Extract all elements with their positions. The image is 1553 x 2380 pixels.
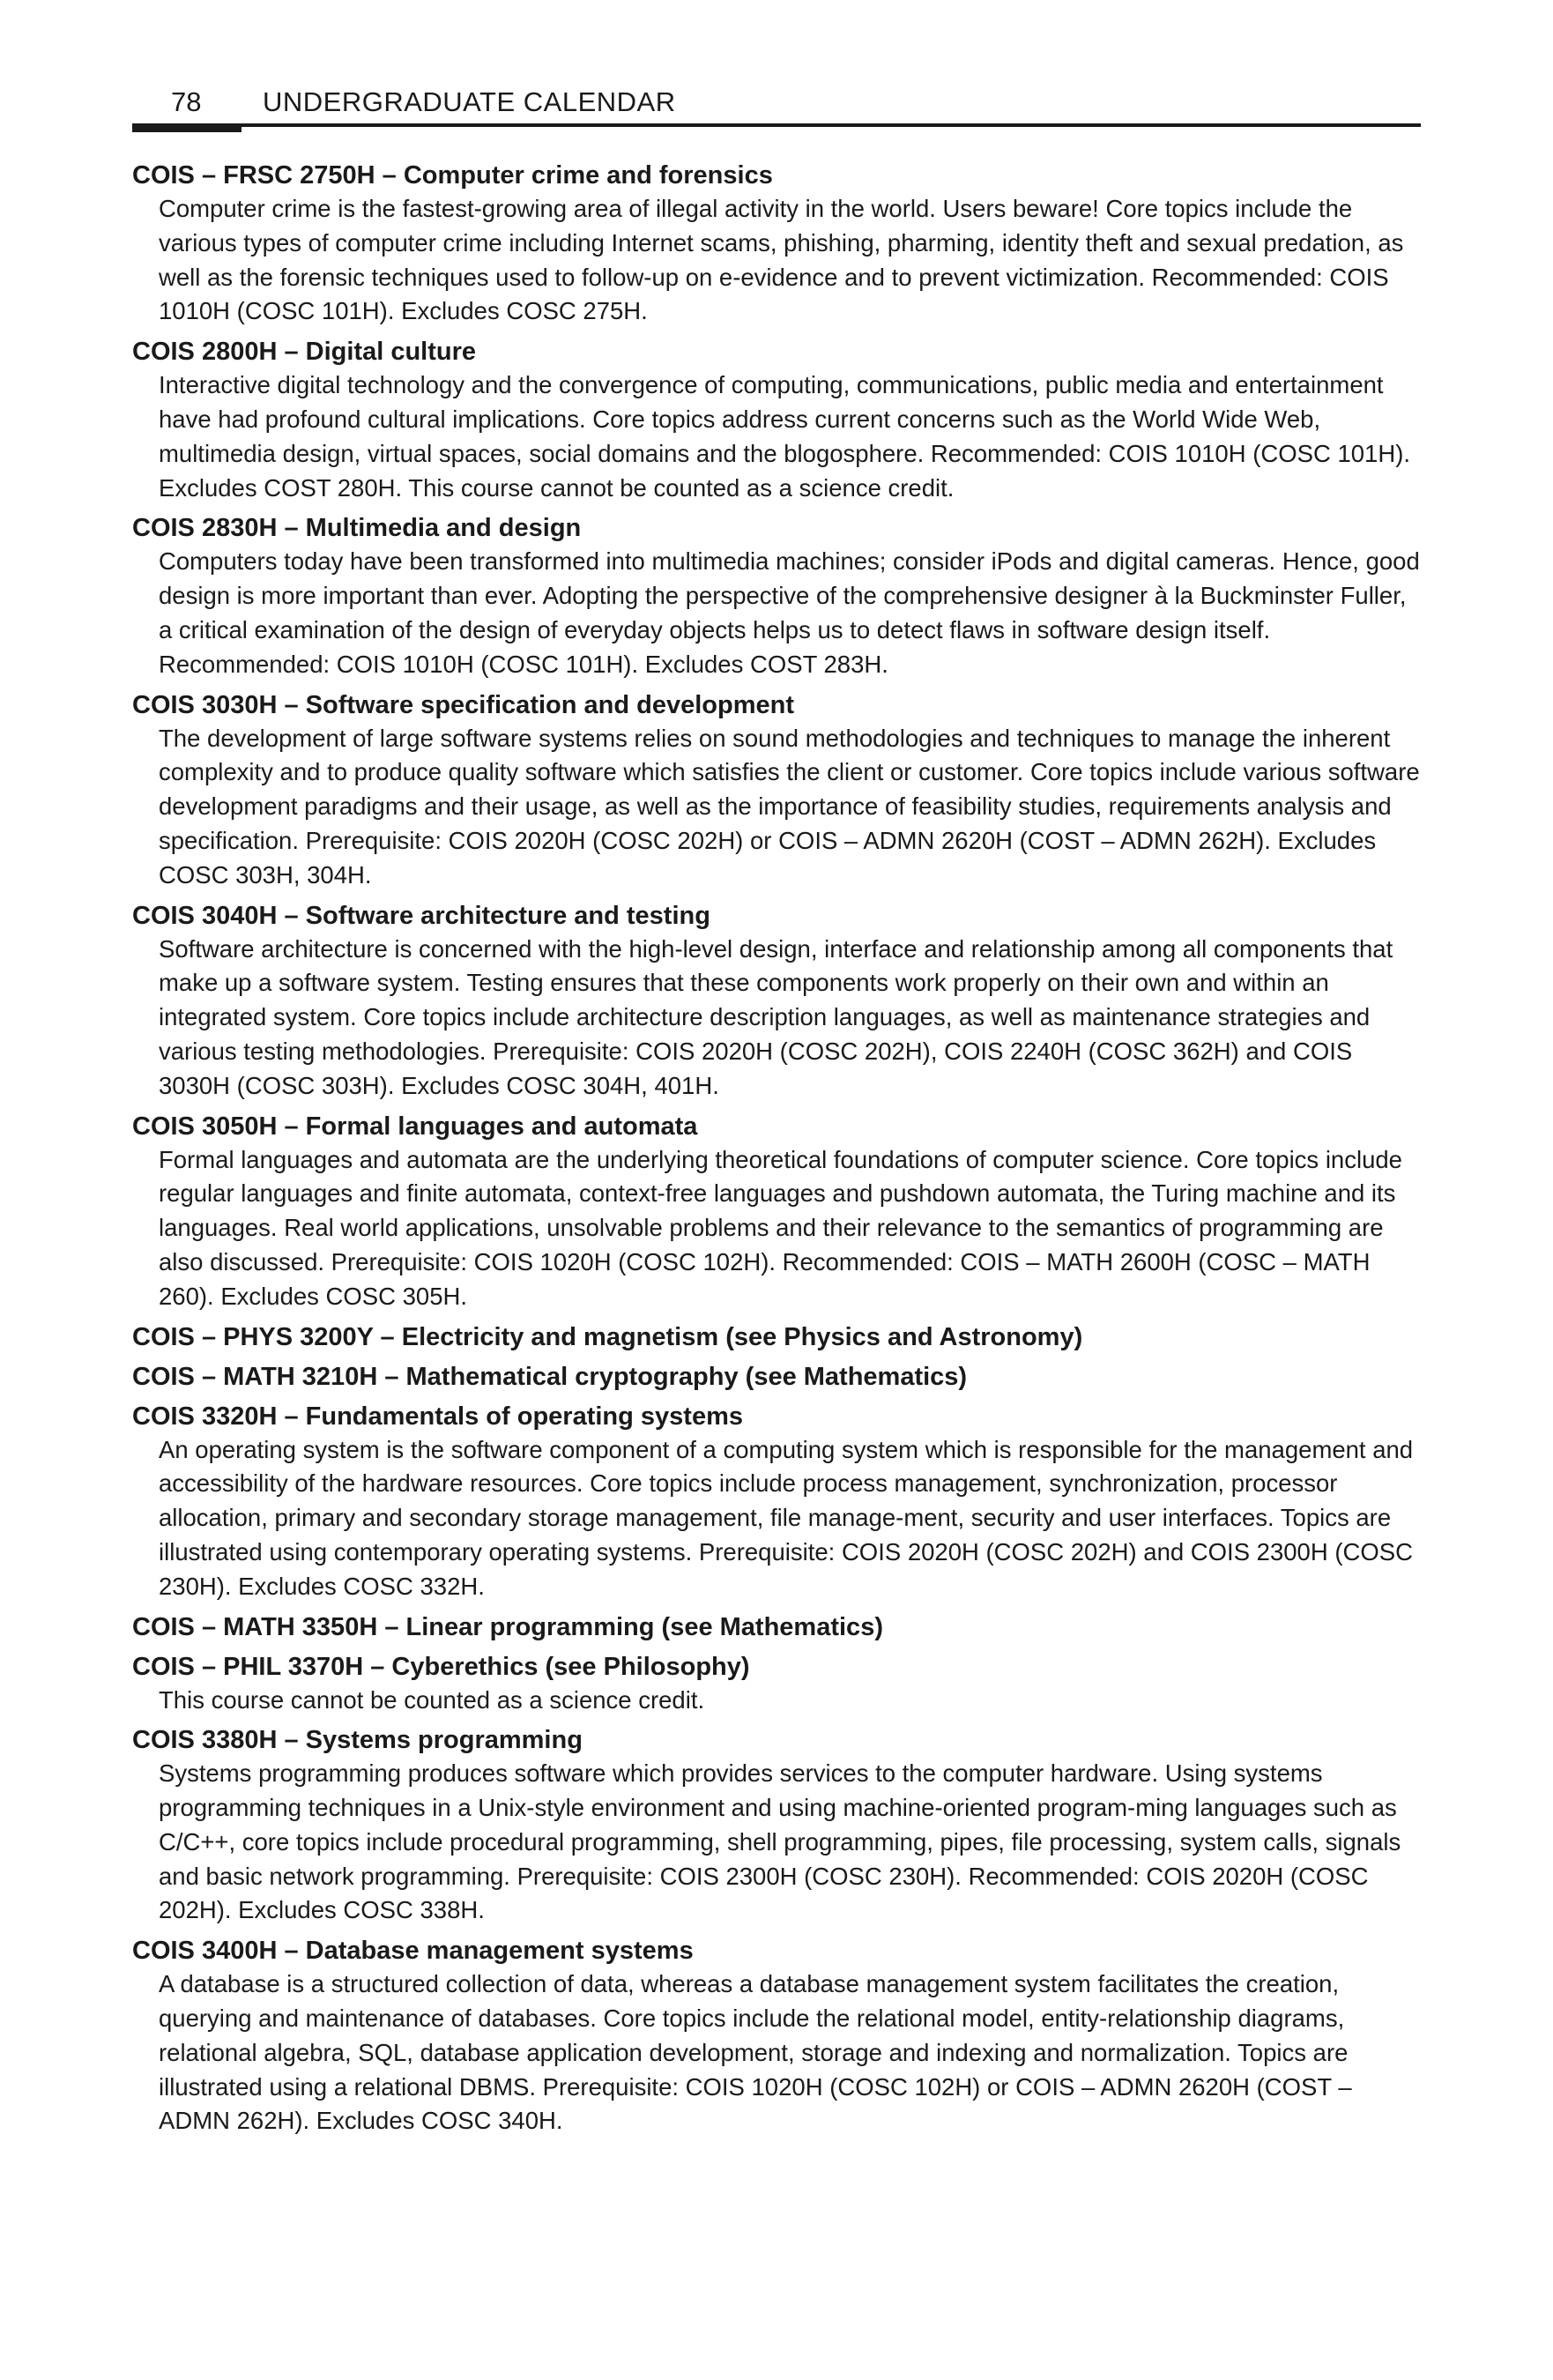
course-title: COIS 3320H – Fundamentals of operating systems xyxy=(132,1402,743,1431)
course-description: Software architecture is concerned with the high-level design, interface and relationship among all components that make up a software system. Testing ensures that these components work properly on their own and within an integrated system. Core topics include architecture description languages, as well as maintenance strategies and various testing methodologies. Prerequisite: COIS 2020H (COSC 202H), COIS 2240H (COSC 362H) and COIS 3030H (COSC 303H). Excludes COSC 304H, 401H. xyxy=(159,934,1393,1099)
course-title: COIS – PHYS 3200Y – Electricity and magnetism (see Physics and Astronomy) xyxy=(132,1322,1083,1351)
course-entry xyxy=(132,335,1421,505)
header-tab-marker xyxy=(132,123,241,132)
course-title: COIS 3400H – Database management systems xyxy=(132,1937,694,1966)
page-number: 78 xyxy=(171,86,202,117)
course-entry xyxy=(132,1650,1421,1718)
course-entry xyxy=(132,1110,1421,1314)
course-entry xyxy=(132,688,1421,893)
course-entry xyxy=(132,1723,1421,1928)
course-title: COIS – MATH 3210H – Mathematical cryptography (see Mathematics) xyxy=(132,1362,968,1391)
course-title: COIS – MATH 3350H – Linear programming (see Mathematics) xyxy=(132,1612,883,1641)
course-entry xyxy=(132,511,1421,681)
course-list xyxy=(132,159,1421,2145)
course-entry xyxy=(132,1934,1421,2138)
course-description: Interactive digital technology and the convergence of computing, communications, public media and entertainment have had profound cultural implications. Core topics address current concerns such as the World Wide Web, multimedia design, virtual spaces, social domains and the blogosphere. Recommended: COIS 1010H (COSC 101H). Excludes COST 280H. This course cannot be counted as a science credit. xyxy=(159,371,1411,502)
course-description: The development of large software systems relies on sound methodologies and techniques to manage the inherent complexity and to produce quality software which satisfies the client or customer. Core topics include various software development paradigms and their usage, as well as the importance of feasibility studies, requirements analysis and specification. Prerequisite: COIS 2020H (COSC 202H) or COIS – ADMN 2620H (COST – ADMN 262H). Excludes COSC 303H, 304H. xyxy=(159,724,1420,889)
course-entry xyxy=(132,899,1421,1104)
course-entry xyxy=(132,1400,1421,1604)
course-description: An operating system is the software component of a computing system which is responsible for the management and accessibility of the hardware resources. Core topics include process management, synchronization, processor allocation, primary and secondary storage management, file manage-ment, security and user interfaces. Topics are illustrated using contemporary operating systems. Prerequisite: COIS 2020H (COSC 202H) and COIS 2300H (COSC 230H). Excludes COSC 332H. xyxy=(159,1435,1414,1600)
course-title: COIS 3050H – Formal languages and automata xyxy=(132,1112,698,1141)
course-description: A database is a structured collection of data, whereas a database management system facilitates the creation, querying and maintenance of databases. Core topics include the relational model, entity-relationship diagrams, relational algebra, SQL, database application development, storage and indexing and normalization. Topics are illustrated using a relational DBMS. Prerequisite: COIS 1020H (COSC 102H) or COIS – ADMN 2620H (COST – ADMN 262H). Excludes COSC 340H. xyxy=(159,1970,1352,2135)
course-title: COIS – FRSC 2750H – Computer crime and forensics xyxy=(132,161,773,190)
course-title: COIS 3030H – Software specification and development xyxy=(132,690,794,719)
running-title: UNDERGRADUATE CALENDAR xyxy=(263,86,676,117)
course-description: Computer crime is the fastest-growing area of illegal activity in the world. Users beware! Core topics include the various types of computer crime including Internet scams, phishing, pharming, identity theft and sexual predation, as well as the forensic techniques used to follow-up on e-evidence and to prevent victimization. Recommended: COIS 1010H (COSC 101H). Excludes COSC 275H. xyxy=(159,195,1404,325)
course-entry xyxy=(132,1360,1421,1394)
course-title: COIS 3040H – Software architecture and testing xyxy=(132,901,710,930)
course-description: Systems programming produces software which provides services to the computer hardware. Using systems programming techniques in a Unix-style environment and using machine-oriented program-ming languages such as C/C++, core topics include procedural programming, shell programming, pipes, file processing, system calls, signals and basic network programming. Prerequisite: COIS 2300H (COSC 230H). Recommended: COIS 2020H (COSC 202H). Excludes COSC 338H. xyxy=(159,1759,1401,1924)
course-description: This course cannot be counted as a science credit. xyxy=(159,1685,705,1714)
course-title: COIS – PHIL 3370H – Cyberethics (see Philosophy) xyxy=(132,1652,750,1681)
course-title: COIS 2800H – Digital culture xyxy=(132,338,477,367)
course-entry xyxy=(132,159,1421,329)
course-entry xyxy=(132,1320,1421,1354)
course-title: COIS 2830H – Multimedia and design xyxy=(132,514,582,543)
course-entry xyxy=(132,1610,1421,1644)
course-title: COIS 3380H – Systems programming xyxy=(132,1726,583,1755)
header-rule xyxy=(132,123,1421,127)
course-description: Formal languages and automata are the underlying theoretical foundations of computer science. Core topics include regular languages and finite automata, context-free languages and pushdown automata, the Turing machine and its languages. Real world applications, unsolvable problems and their relevance to the semantics of programming are also discussed. Prerequisite: COIS 1020H (COSC 102H). Recommended: COIS – MATH 2600H (COSC – MATH 260). Excludes COSC 305H. xyxy=(159,1145,1402,1310)
page-header xyxy=(132,85,1421,129)
course-description: Computers today have been transformed into multimedia machines; consider iPods and digital cameras. Hence, good design is more important than ever. Adopting the perspective of the comprehensive designer à la Buckminster Fuller, a critical examination of the design of everyday objects helps us to detect flaws in software design itself. Recommended: COIS 1010H (COSC 101H). Excludes COST 283H. xyxy=(159,547,1420,678)
